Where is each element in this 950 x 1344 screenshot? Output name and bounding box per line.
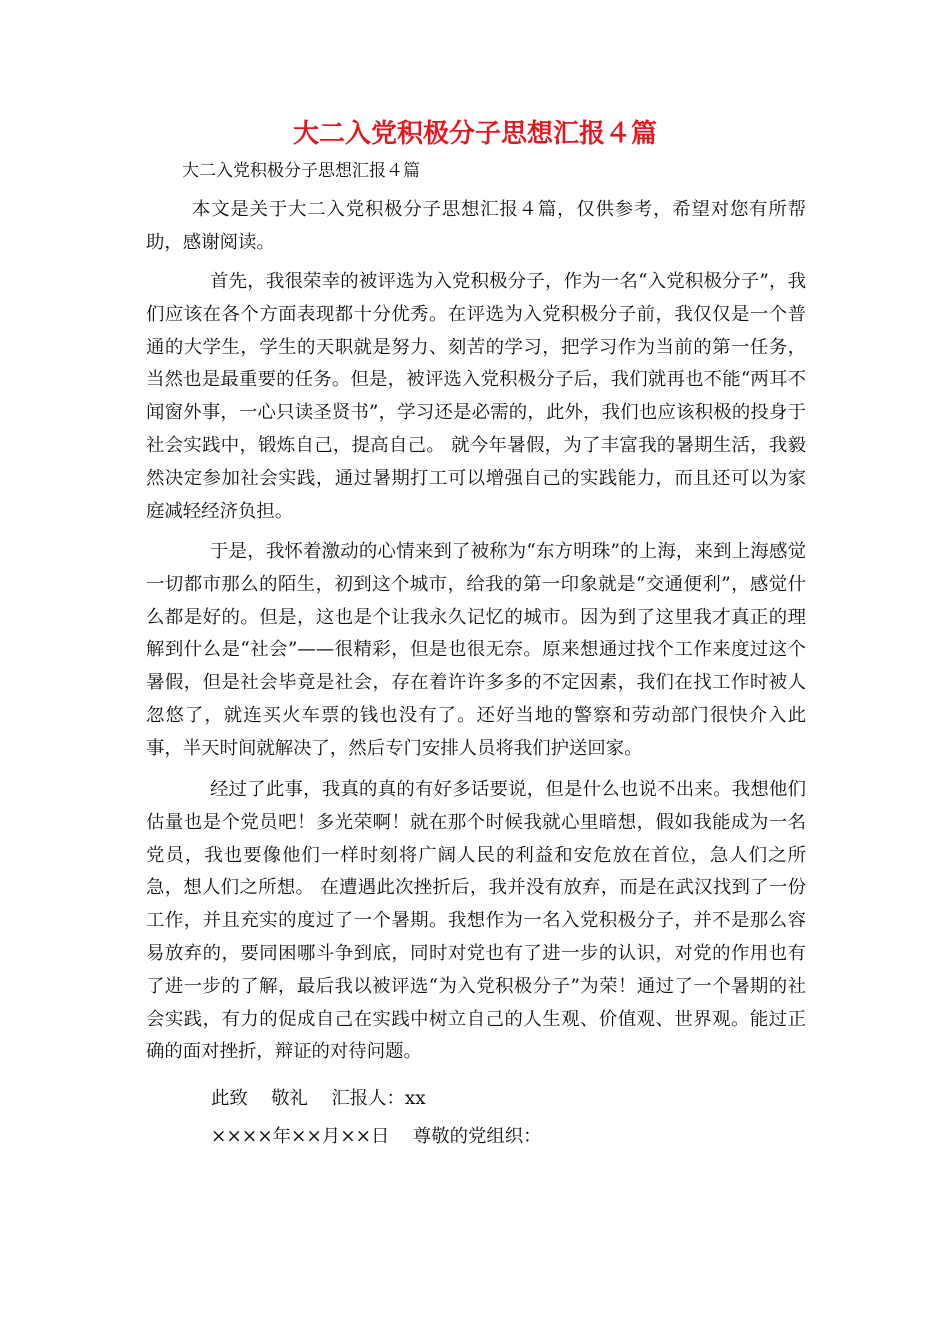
body-paragraph-3: 经过了此事，我真的真的有好多话要说，但是什么也说不出来。我想他们估量也是个党员吧！多光荣啊！就在那个时候我就心里暗想，假如我能成为一名党员，我也要像他们一样时刻将广阔人民的利益和安危放在首位，急人们之所急，想人们之所想。 在遭遇此次挫折后，我并没有放弃，而是在武汉找到了一份工作，并且充实的度过了一个暑期。我想作为一名入党积极分子，并不是那么容易放弃的，要同困哪斗争到底，同时对党也有了进一步的认识，对党的作用也有了进一步的了解，最后我以被评选“为入党积极分子”为荣！通过了一个暑期的社会实践，有力的促成自己在实践中树立自己的人生观、价值观、世界观。能过正确的面对挫折，辩证的对待问题。 (146, 779, 806, 1063)
body-paragraph-2: 于是，我怀着激动的心情来到了被称为“东方明珠”的上海，来到上海感觉一切都市那么的陌生，初到这个城市，给我的第一印象就是“交通便利”，感觉什么都是好的。但是，这也是个让我永久记忆的城市。因为到了这里我才真正的理解到什么是“社会”——很精彩，但是也很无奈。原来想通过找个工作来度过这个暑假，但是社会毕竟是社会，存在着许许多多的不定因素，我们在找工作时被人忽悠了，就连买火车票的钱也没有了。还好当地的警察和劳动部门很快介入此事，半天时间就解决了，然后专门安排人员将我们护送回家。 (146, 541, 806, 759)
document-subtitle: 大二入党积极分子思想汇报４篇 (182, 161, 420, 181)
intro-paragraph: 本文是关于大二入党积极分子思想汇报４篇，仅供参考，希望对您有所帮助，感谢阅读。 (146, 199, 806, 253)
closing-salutation: 此致 敬礼 汇报人：xx (211, 1088, 426, 1109)
page-title: 大二入党积极分子思想汇报４篇 (292, 119, 657, 149)
closing-date-line: ××××年××月××日 尊敬的党组织： (211, 1126, 542, 1147)
body-paragraph-1: 首先，我很荣幸的被评选为入党积极分子，作为一名“入党积极分子”，我们应该在各个方面表现都十分优秀。在评选为入党积极分子前，我仅仅是一个普通的大学生，学生的天职就是努力、刻苦的学习，把学习作为当前的第一任务，当然也是最重要的任务。但是，被评选入党积极分子后，我们就再也不能“两耳不闻窗外事，一心只读圣贤书”，学习还是必需的，此外，我们也应该积极的投身于社会实践中，锻炼自己，提高自己。 就今年暑假，为了丰富我的暑期生活，我毅然决定参加社会实践，通过暑期打工可以增强自己的实践能力，而且还可以为家庭减轻经济负担。 (146, 271, 806, 522)
